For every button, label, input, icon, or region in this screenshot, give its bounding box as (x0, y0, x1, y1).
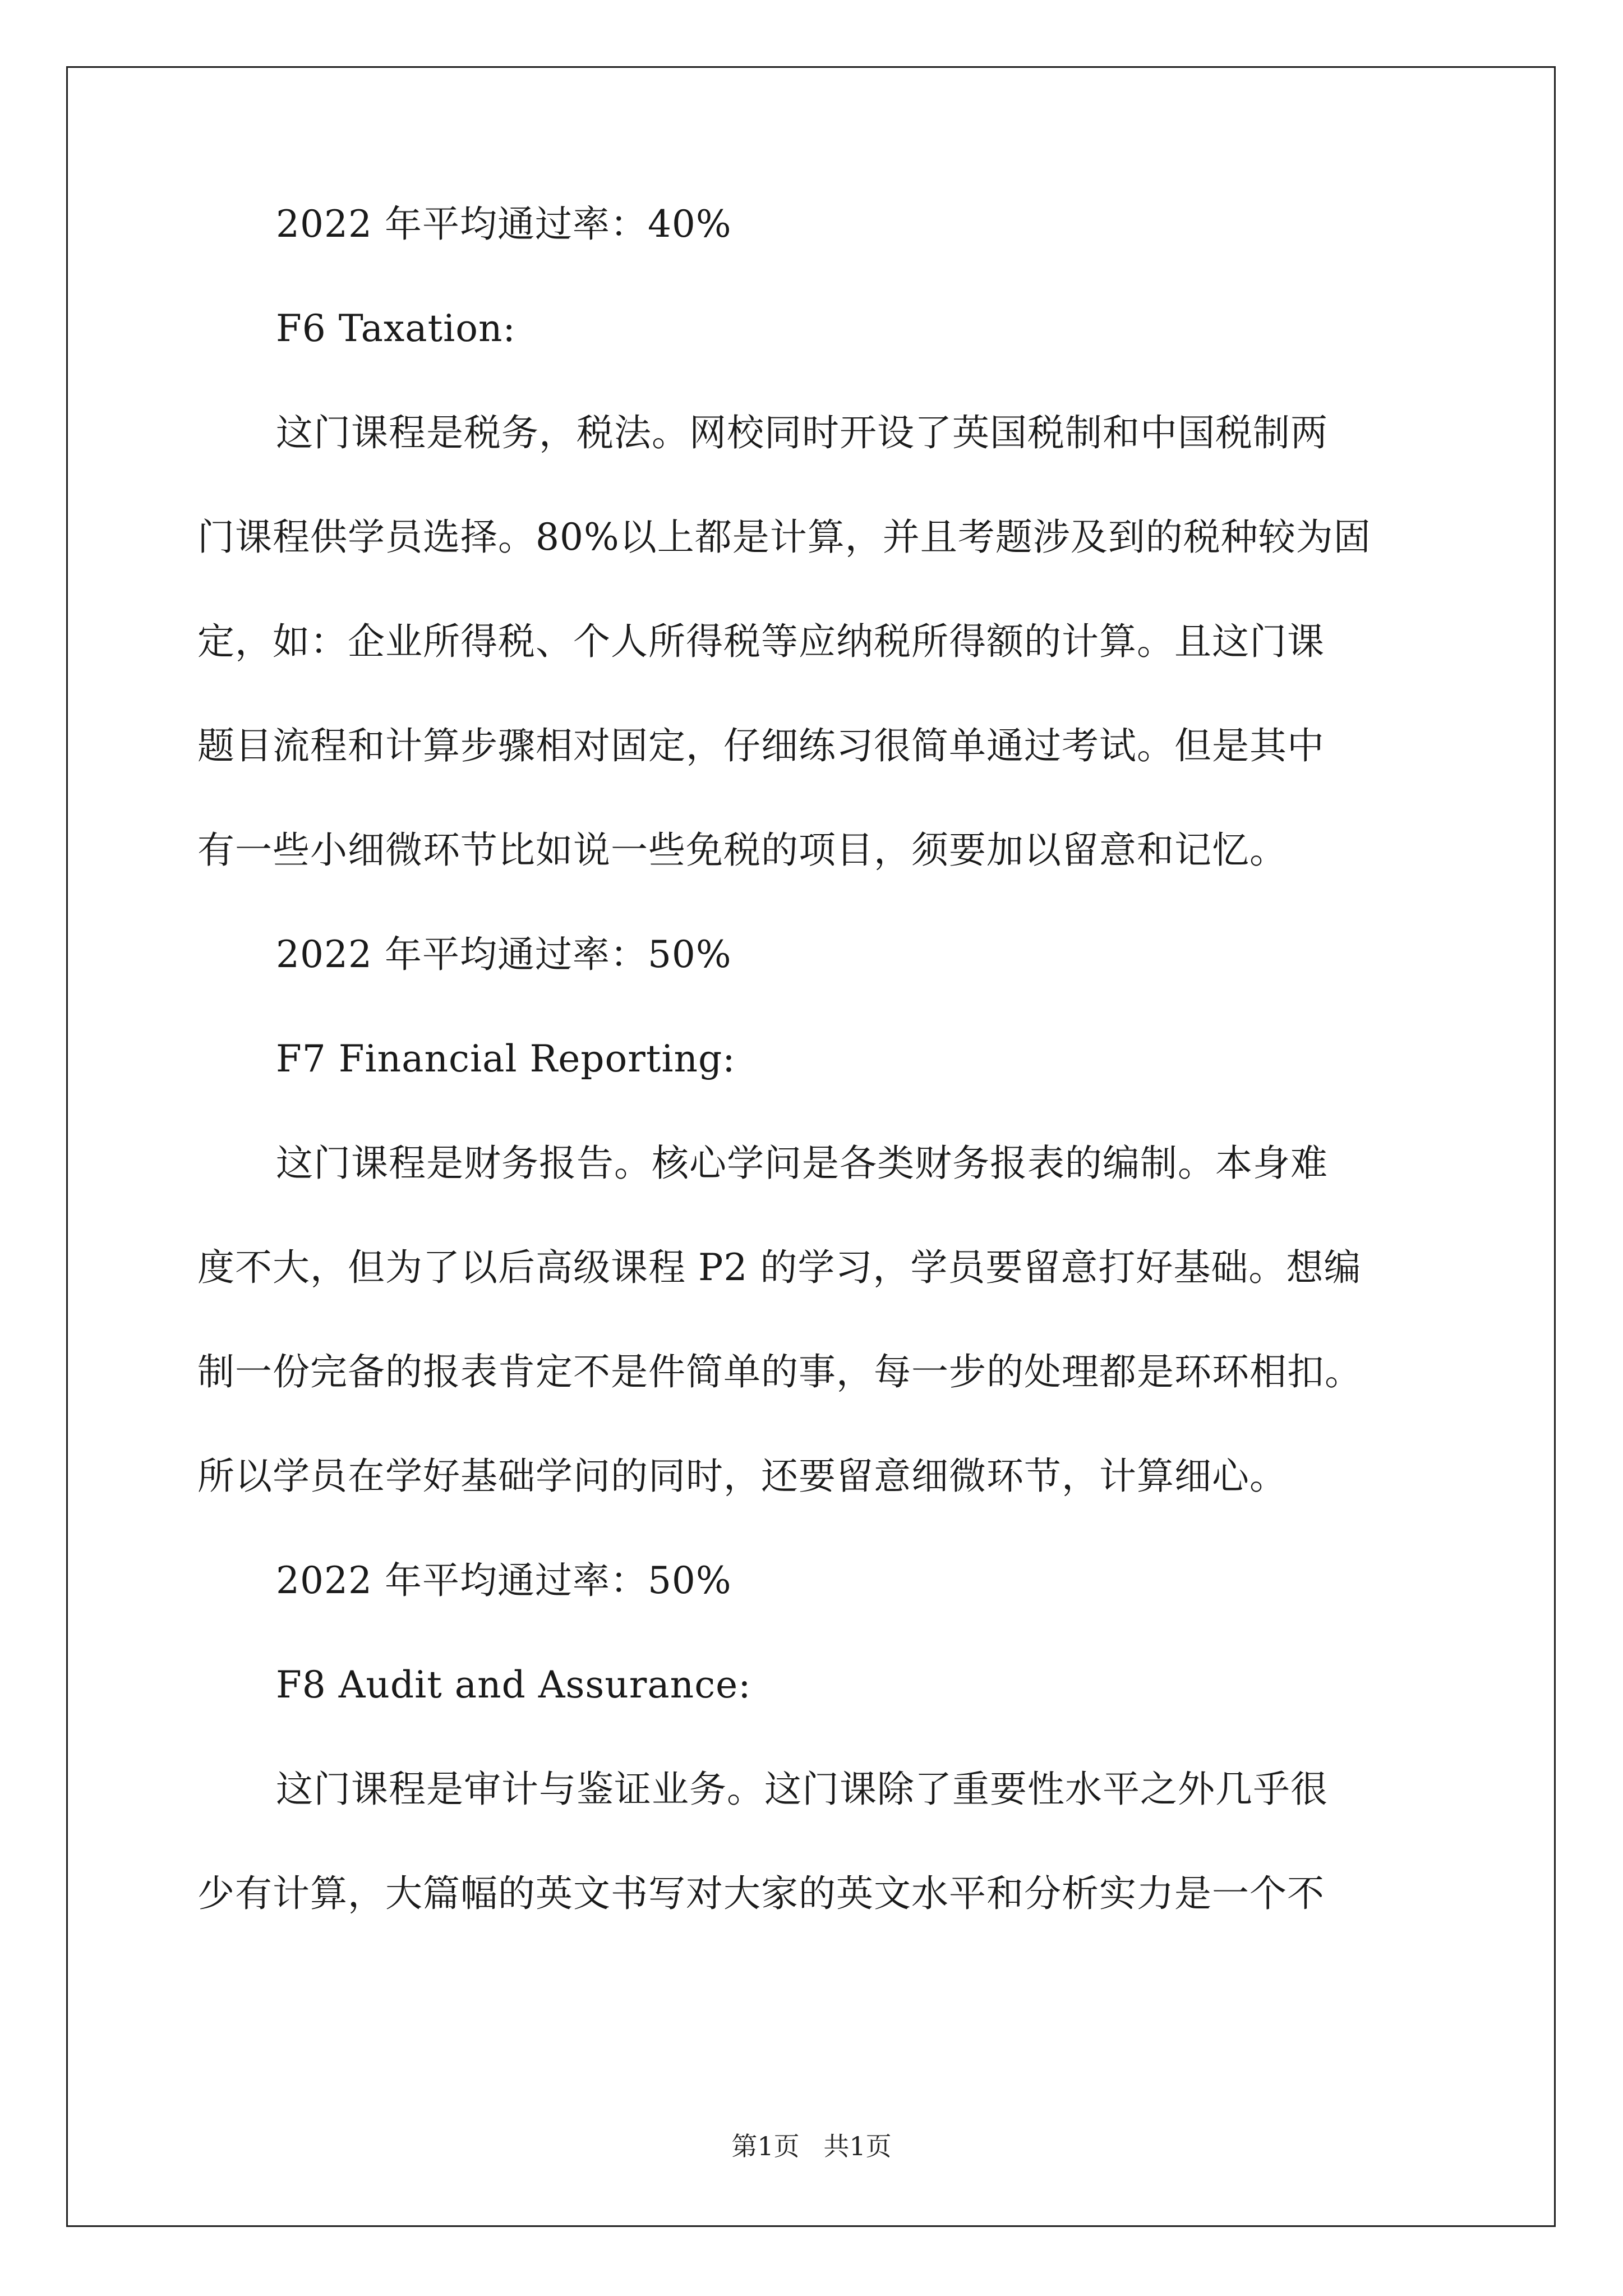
paragraph-line: 度不大，但为了以后高级课程 P2 的学习，学员要留意打好基础。想编 (197, 1246, 1362, 1289)
paragraph-line: 制一份完备的报表肯定不是件简单的事，每一步的处理都是环环相扣。 (197, 1350, 1362, 1393)
paragraph-line: 有一些小细微环节比如说一些免税的项目，须要加以留意和记忆。 (197, 829, 1287, 872)
paragraph-line: 题目流程和计算步骤相对固定，仔细练习很简单通过考试。但是其中 (197, 724, 1325, 767)
page-footer (0, 2129, 1623, 2163)
pass-rate-2022-f7: 2022 年平均通过率：50% (276, 1559, 732, 1602)
paragraph-line: 少有计算，大篇幅的英文书写对大家的英文水平和分析实力是一个不 (197, 1872, 1325, 1915)
paragraph-line: 这门课程是财务报告。核心学问是各类财务报表的编制。本身难 (276, 1142, 1328, 1185)
page-number: 第1页 (731, 2131, 800, 2161)
course-heading-f8: F8 Audit and Assurance: (276, 1663, 751, 1706)
paragraph-line: 这门课程是审计与鉴证业务。这门课除了重要性水平之外几乎很 (276, 1768, 1328, 1811)
page-total: 共1页 (823, 2131, 892, 2161)
paragraph-line: 门课程供学员选择。80%以上都是计算，并且考题涉及到的税种较为固 (197, 516, 1371, 559)
course-heading-f6: F6 Taxation: (276, 307, 516, 350)
paragraph-line: 这门课程是税务，税法。网校同时开设了英国税制和中国税制两 (276, 411, 1328, 454)
paragraph-line: 定，如：企业所得税、个人所得税等应纳税所得额的计算。且这门课 (197, 620, 1325, 663)
pass-rate-2022-f5: 2022 年平均通过率：40% (276, 203, 732, 246)
paragraph-line: 所以学员在学好基础学问的同时，还要留意细微环节，计算细心。 (197, 1455, 1287, 1498)
course-heading-f7: F7 Financial Reporting: (276, 1037, 736, 1080)
pass-rate-2022-f6: 2022 年平均通过率：50% (276, 933, 732, 976)
